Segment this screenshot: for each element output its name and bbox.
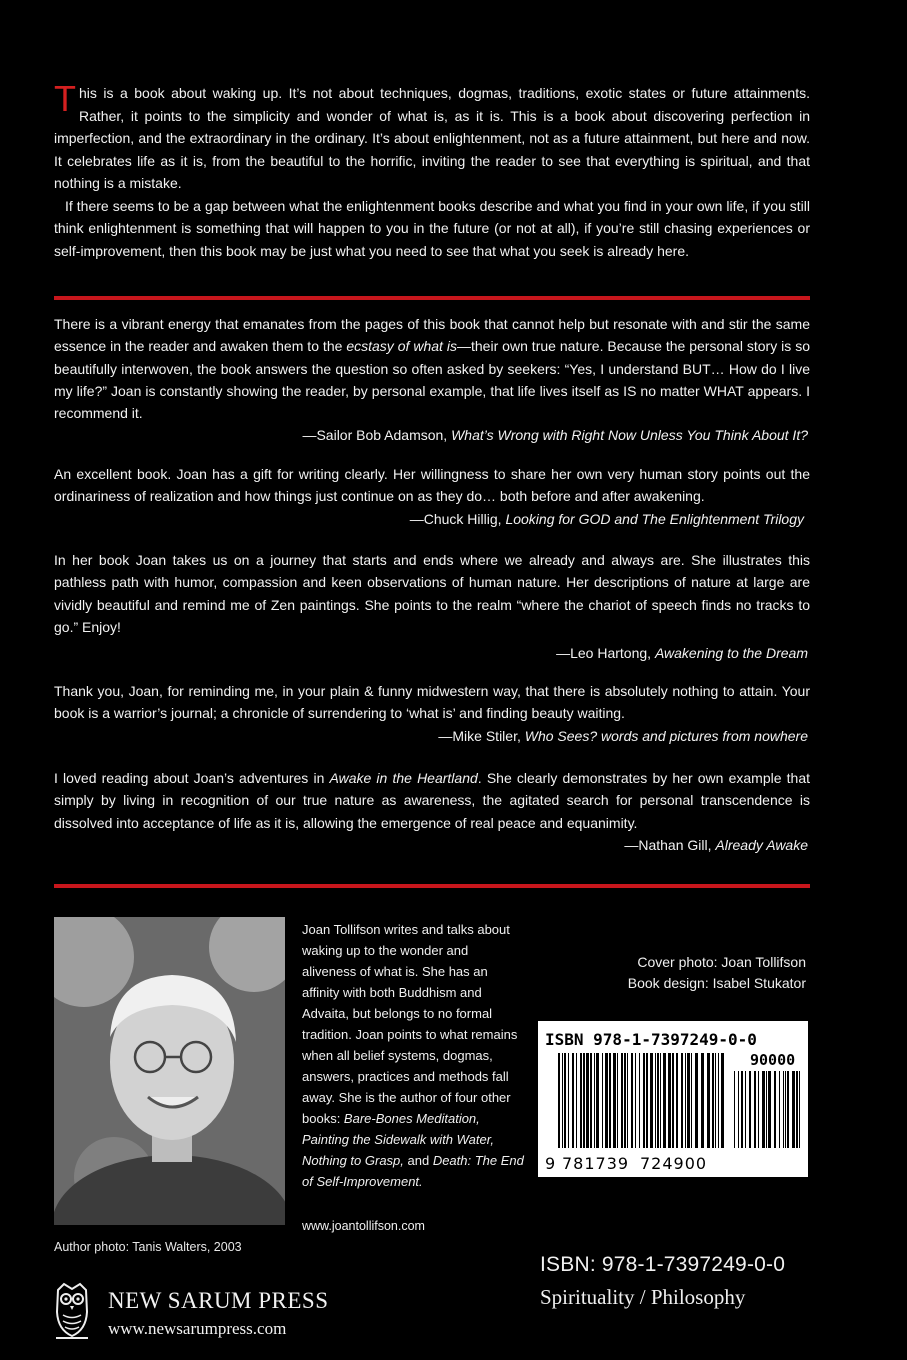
barcode-bar: [594, 1053, 595, 1148]
barcode-isbn-label: ISBN 978-1-7397249-0-0: [545, 1030, 757, 1049]
intro-paragraph-1-text: his is a book about waking up. It’s not about techniques, dogmas, traditions, exotic states or future attainments. Rather, it points to the simplicity and wonder of what is, as it is. This is a book about discovering perfection in imperfection, and the extraordinary in the ordinary. It’s about enlightenment, not as a future attainment, but here and now. It celebrates life as it is, from the beautiful to the horrific, inviting the reader to see that everything is spiritual, and that nothing is a mistake.: [54, 85, 810, 191]
endorser-name: —Mike Stiler,: [438, 727, 525, 744]
intro-paragraph-1: [54, 78, 810, 195]
barcode-bar: [745, 1071, 746, 1148]
endorsement-hartong: [54, 549, 810, 664]
barcode-bar: [663, 1053, 666, 1148]
barcode-bar: [627, 1053, 628, 1148]
endorser-name: —Nathan Gill,: [624, 836, 716, 853]
barcode-bar: [701, 1053, 704, 1148]
book-design-credit: Book design: Isabel Stukator: [627, 975, 806, 991]
barcode-bar: [738, 1071, 739, 1148]
bio-part: and: [403, 1153, 433, 1168]
barcode-bar: [631, 1053, 633, 1148]
barcode-bar: [596, 1053, 599, 1148]
author-bio: [302, 919, 524, 1192]
barcode-bar: [779, 1071, 780, 1148]
barcode-bar: [687, 1053, 690, 1148]
barcode-bar: [562, 1053, 563, 1148]
barcode-bar: [749, 1071, 751, 1148]
barcode-bar: [741, 1071, 743, 1148]
endorsement-hillig: [54, 463, 810, 530]
barcode-bar: [796, 1071, 798, 1148]
publisher-url[interactable]: www.newsarumpress.com: [108, 1319, 287, 1338]
divider-top: [54, 296, 810, 300]
barcode-bar: [676, 1053, 678, 1148]
barcode-bar: [576, 1053, 577, 1148]
endorsement-adamson: [54, 313, 810, 447]
barcode-bar: [785, 1071, 786, 1148]
barcode-bar: [602, 1053, 603, 1148]
endorsement-gill: [54, 767, 810, 856]
barcode-bar: [768, 1071, 771, 1148]
endorser-work: What’s Wrong with Right Now Unless You Think About It?: [451, 427, 808, 444]
barcode-bar: [660, 1053, 661, 1148]
endorser-work: Awakening to the Dream: [654, 645, 808, 662]
bio-part: Joan Tollifson writes and talks about waking up to the wonder and aliveness of what is. She has an affinity with both Buddhism and Advaita, but belongs to no formal tradition. Joan points to what remains when all belief systems, dogmas, answers, practices and methods fall away. She is the author of four other books:: [302, 922, 518, 1126]
endorsement-attribution: [54, 424, 810, 446]
intro-paragraph-2: If there seems to be a gap between what the enlightenment books describe and what you find in your own life, if you still think enlightenment is something that will happen to you in the future (or not at all), if you’re still chasing experiences or self-improvement, then this book may be just what you need to see that what you seek is already here.: [54, 197, 810, 259]
bio-books: Bare-Bones Meditation, Painting the Sidewalk with Water, Nothing to Grasp,: [302, 1111, 494, 1168]
author-portrait-icon: [54, 917, 285, 1225]
quote-emphasis: ecstasy of what is: [346, 338, 457, 355]
intro-blurb: [54, 78, 810, 262]
endorsement-attribution: [54, 508, 810, 530]
endorsement-text: [54, 313, 810, 424]
barcode-bar: [568, 1053, 569, 1148]
barcode-bar: [650, 1053, 653, 1148]
barcode-bar: [707, 1053, 710, 1148]
barcode-bar: [668, 1053, 671, 1148]
barcode-bar: [655, 1053, 656, 1148]
barcode-bar: [639, 1053, 640, 1148]
author-bio-text: [302, 919, 524, 1192]
barcode-bar: [624, 1053, 626, 1148]
publisher-name: NEW SARUM PRESS: [108, 1288, 329, 1313]
barcode-bar: [774, 1071, 776, 1148]
barcode-bar: [558, 1053, 560, 1148]
endorsement-text: In her book Joan takes us on a journey that starts and ends where we already and always are. She illustrates this pathless path with humor, compassion and keen observations of human nature. Her descriptions of nature at large are vividly beautiful and remind me of Zen paintings. She points to the realm “where the chariot of speech finds no tracks to go.” Enjoy!: [54, 552, 810, 635]
author-website[interactable]: www.joantollifson.com: [302, 1219, 425, 1233]
barcode-bar: [646, 1053, 648, 1148]
barcode-bar: [766, 1071, 767, 1148]
barcode-bar: [564, 1053, 566, 1148]
barcode-bar: [734, 1071, 735, 1148]
barcode-right-digits: 724900: [640, 1154, 708, 1173]
barcode-bar: [672, 1053, 674, 1148]
barcode-bar: [783, 1071, 784, 1148]
cover-photo-credit: Cover photo: Joan Tollifson: [637, 954, 806, 970]
barcode-bar: [643, 1053, 645, 1148]
endorser-name: —Sailor Bob Adamson,: [302, 427, 452, 444]
barcode-bar: [792, 1071, 795, 1148]
barcode-graphic: [538, 1021, 808, 1177]
author-photo: [54, 917, 285, 1225]
barcode-bar: [586, 1053, 589, 1148]
barcode-bar: [721, 1053, 724, 1148]
quote-text-part: I loved reading about Joan’s adventures in: [54, 770, 330, 786]
endorser-work: Who Sees? words and pictures from nowhere: [524, 727, 808, 744]
barcode-left-digits: 781739: [562, 1154, 630, 1173]
barcode-bar: [635, 1053, 636, 1148]
isbn-line: ISBN: 978-1-7397249-0-0: [540, 1253, 786, 1276]
endorsement-attribution: [54, 725, 810, 747]
barcode-bar: [691, 1053, 692, 1148]
barcode-bar: [657, 1053, 659, 1148]
barcode-bar: [787, 1071, 789, 1148]
barcode-bar: [617, 1053, 618, 1148]
drop-cap: T: [54, 78, 76, 119]
barcode-bar: [572, 1053, 574, 1148]
barcode: [538, 1021, 808, 1177]
endorser-work: Looking for GOD and The Enlightenment Trilogy: [505, 510, 804, 527]
barcode-bar: [605, 1053, 608, 1148]
barcode-bar: [613, 1053, 616, 1148]
divider-bottom: [54, 884, 810, 888]
barcode-bar: [583, 1053, 585, 1148]
endorser-name: —Leo Hartong,: [556, 645, 655, 662]
endorsement-text: An excellent book. Joan has a gift for writing clearly. Her willingness to share her own very human story points out the ordinariness of realization and how things just continue on as they do… both before and after awakening.: [54, 466, 810, 505]
barcode-bar: [580, 1053, 582, 1148]
barcode-bar: [712, 1053, 714, 1148]
quote-text-part: . She clearly demonstrates by her own example that simply by living in recognition of our true nature as awareness, the agitated search for personal transcendence is dissolved into acceptance of life as it is, allowing the emergence of real peace and equanimity.: [54, 770, 810, 831]
barcode-bar: [609, 1053, 611, 1148]
barcode-bars: [558, 1053, 724, 1148]
quote-emphasis: Awake in the Heartland: [329, 770, 478, 786]
endorser-name: —Chuck Hillig,: [409, 510, 506, 527]
endorsement-text: [54, 767, 810, 834]
photo-credit: Author photo: Tanis Walters, 2003: [54, 1240, 242, 1254]
barcode-bar: [695, 1053, 698, 1148]
credits: [560, 952, 806, 994]
barcode-bar: [590, 1053, 592, 1148]
genre-line: Spirituality / Philosophy: [540, 1285, 746, 1309]
quote-text-part: —their own true nature. Because the personal story is so beautifully interwoven, the book answers the question so often asked by seekers: “Yes, I understand BUT… How do I live my life?” Joan is constantly showing the reader, by personal example, that life lives itself as IS no matter WHAT appears. I recommend it.: [54, 338, 810, 422]
barcode-bar: [718, 1053, 719, 1148]
endorsement-stiler: [54, 680, 810, 747]
barcode-price-code: 90000: [750, 1051, 796, 1069]
endorsement-attribution: [54, 642, 810, 664]
barcode-addon-bars: [734, 1071, 800, 1148]
endorsement-attribution: [54, 834, 810, 856]
bio-books: Death: The End of Self-Improvement.: [302, 1153, 524, 1189]
barcode-bar: [758, 1071, 759, 1148]
barcode-bar: [621, 1053, 623, 1148]
quote-text-part: There is a vibrant energy that emanates from the pages of this book that cannot help but resonate with and stir the same essence in the reader and awaken them to the: [54, 316, 810, 355]
barcode-bar: [754, 1071, 756, 1148]
barcode-bar: [681, 1053, 683, 1148]
barcode-bar: [715, 1053, 716, 1148]
barcode-bar: [799, 1071, 800, 1148]
barcode-bar: [762, 1071, 765, 1148]
barcode-first-digit: 9: [545, 1154, 556, 1173]
barcode-bar: [685, 1053, 686, 1148]
owl-logo-icon: [54, 1282, 90, 1340]
endorser-work: Already Awake: [715, 836, 808, 853]
endorsement-text: Thank you, Joan, for reminding me, in your plain & funny midwestern way, that there is absolutely nothing to attain. Your book is a warrior’s journal; a chronicle of surrendering to ‘what is’ and finding beauty waiting.: [54, 683, 810, 722]
